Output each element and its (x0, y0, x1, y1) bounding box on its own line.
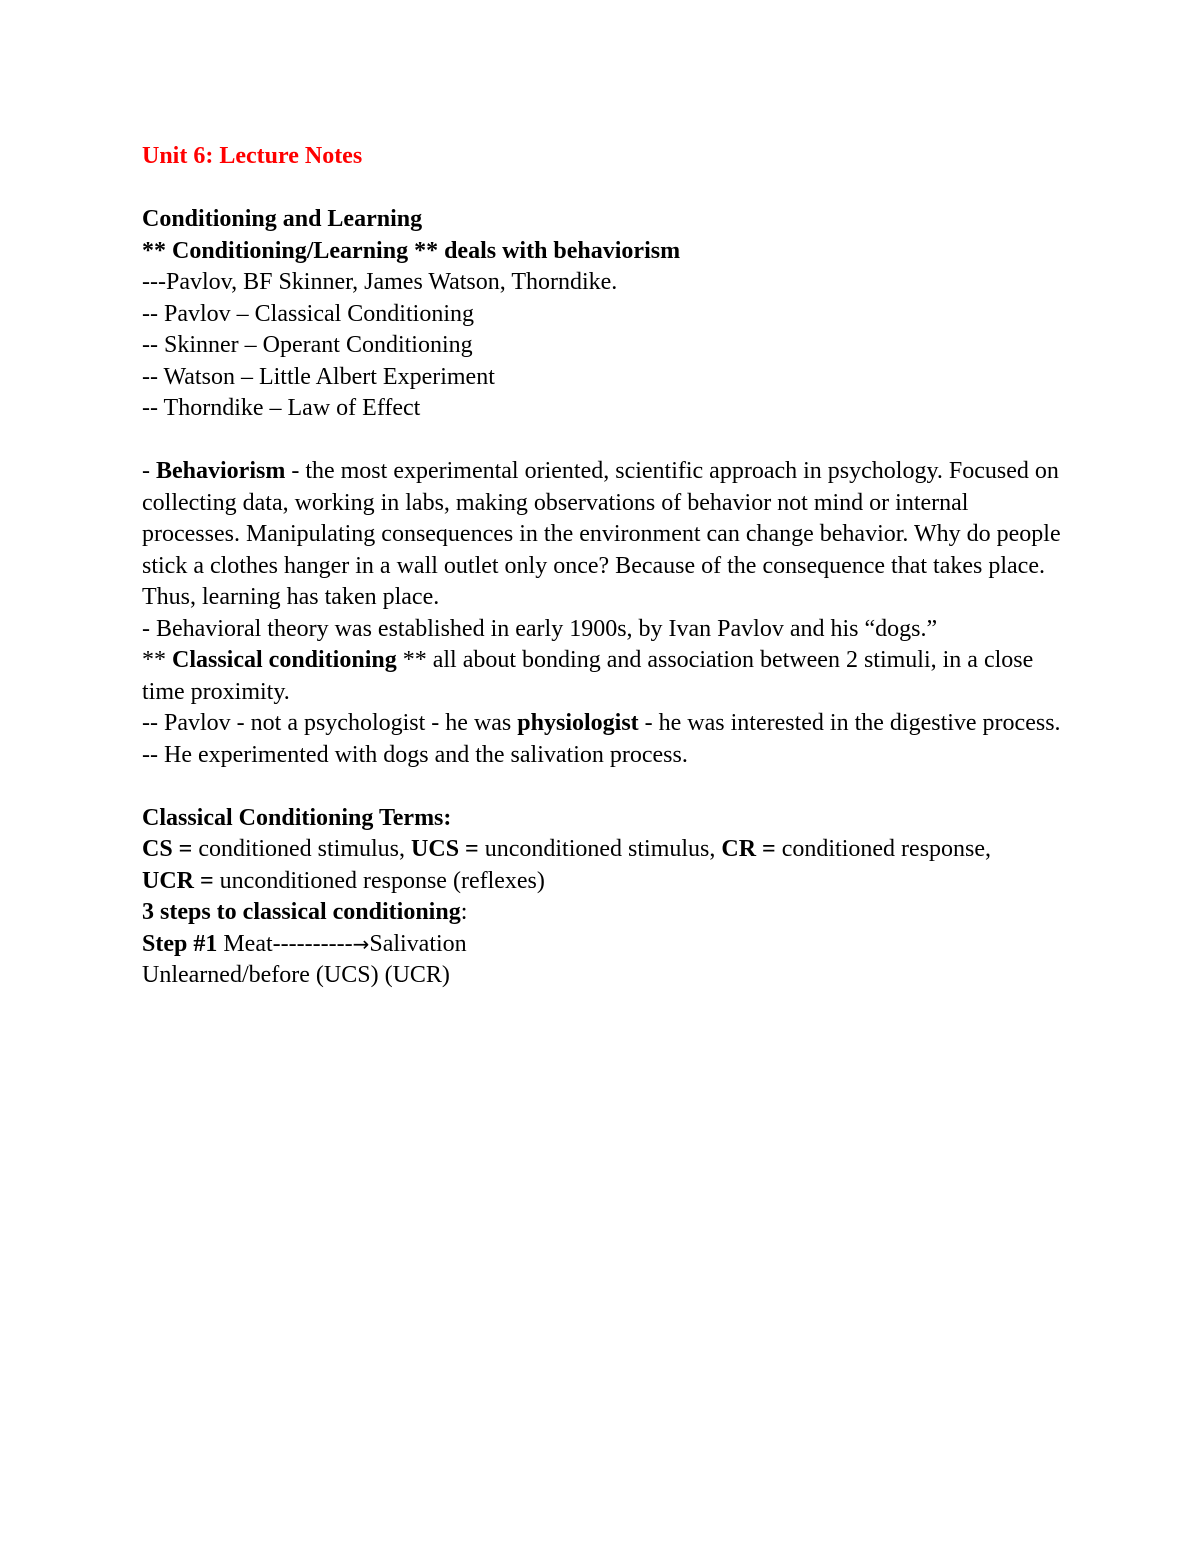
steps-heading-text: 3 steps to classical conditioning (142, 899, 461, 925)
pavlov-prefix: -- Pavlov - not a psychologist - he was (142, 710, 518, 736)
classical-conditioning-text: ** all about bonding and association between 2 stimuli, in a close time proximity. (142, 647, 1034, 705)
cr-text: conditioned response, (775, 836, 992, 862)
bold-line: ** Conditioning/Learning ** deals with behaviorism (142, 237, 681, 264)
dogs-line: -- He experimented with dogs and the salivation process. (142, 741, 688, 768)
heading-text: Classical Conditioning Terms: (142, 804, 452, 831)
names-line: ---Pavlov, BF Skinner, James Watson, Thorndike. (142, 269, 618, 295)
ucr-label: UCR = (142, 867, 214, 894)
section-heading-terms (142, 803, 1062, 835)
thorndike-line: -- Thorndike – Law of Effect (142, 395, 421, 421)
skinner-line: -- Skinner – Operant Conditioning (142, 332, 473, 358)
cs-label: CS = (142, 836, 193, 862)
lecture-notes-body (142, 141, 1062, 992)
behaviorism-term: Behaviorism (156, 458, 286, 484)
cs-text: conditioned stimulus, (192, 836, 412, 862)
behavioral-theory-line: - Behavioral theory was established in early 1900s, by Ivan Pavlov and his “dogs.” (142, 615, 938, 642)
page-title: Unit 6: Lecture Notes (142, 143, 363, 169)
dash: - (142, 458, 156, 484)
ucr-text: unconditioned response (reflexes) (213, 867, 545, 894)
stars-open: ** (142, 647, 172, 673)
pavlov-line: -- Pavlov – Classical Conditioning (142, 300, 474, 327)
spacer (142, 425, 1062, 457)
step-1-label: Step #1 (142, 930, 218, 957)
spacer (142, 771, 1062, 803)
heading-text: Conditioning and Learning (142, 206, 423, 232)
pavlov-physiologist-paragraph (142, 708, 1062, 740)
step-1-result: Salivation (369, 930, 467, 957)
pavlov-suffix: - he was interested in the digestive process. (638, 710, 1061, 736)
section-heading-conditioning (142, 204, 1062, 236)
step-1-note: Unlearned/before (UCS) (UCR) (142, 962, 450, 988)
right-arrow-icon: → (352, 931, 370, 956)
terms-definitions (142, 834, 1062, 866)
conditioning-learning-line (142, 236, 1062, 268)
classical-conditioning-paragraph (142, 645, 1062, 708)
steps-heading (142, 897, 1062, 929)
ucs-text: unconditioned stimulus, (478, 836, 722, 862)
physiologist-term: physiologist (517, 710, 639, 736)
steps-colon: : (460, 899, 468, 925)
behaviorism-text: - the most experimental oriented, scientific approach in psychology. Focused on collecting data, working in labs, making observations of behavior not mind or internal processes. Manipulating consequences in the environment can change behavior. Why do people stick a clothes hanger in a wall outlet only once? Because of the consequence that takes place. Thus, learning has taken place. (142, 458, 1061, 610)
step-1-line (142, 929, 1062, 961)
behaviorism-paragraph (142, 456, 1062, 614)
watson-line: -- Watson – Little Albert Experiment (142, 363, 495, 390)
ucs-label: UCS = (411, 836, 479, 862)
cr-label: CR = (721, 836, 776, 862)
step-1-text: Meat---------- (217, 930, 353, 957)
spacer (142, 173, 1062, 205)
ucr-definition (142, 866, 1062, 898)
classical-conditioning-term: Classical conditioning (172, 647, 397, 673)
